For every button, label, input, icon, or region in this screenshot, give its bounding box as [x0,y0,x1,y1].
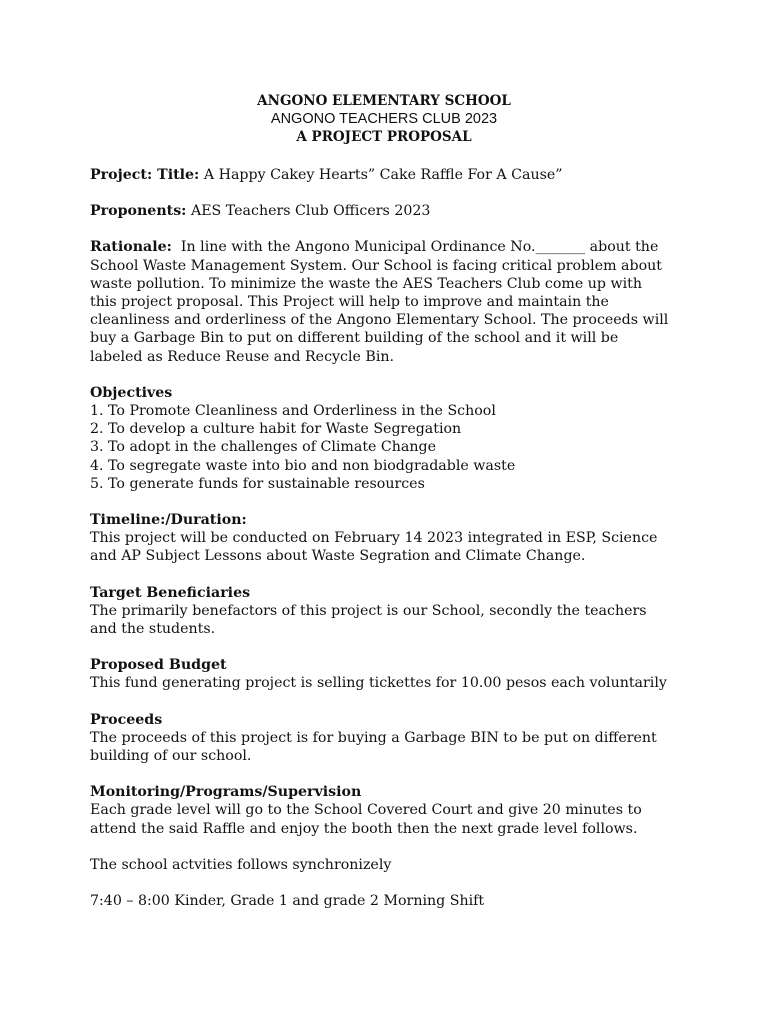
budget-line: This fund generating project is selling tickettes for 10.00 pesos each voluntarily [90,675,667,692]
beneficiaries-heading: Target Beneficiaries [90,584,251,601]
objectives-heading: Objectives [90,384,173,401]
budget-section [90,656,690,692]
rationale-line: labeled as Reduce Reuse and Recycle Bin. [90,348,395,365]
rationale-line: Rationale: In line with the Angono Municipal Ordinance No._______ about the [90,239,659,256]
monitoring-line: Each grade level will go to the School Covered Court and give 20 minutes to [90,802,642,819]
proponents-label: Proponents: [90,203,187,220]
objective-item: 5. To generate funds for sustainable resources [90,475,425,492]
document-type: A PROJECT PROPOSAL [296,129,472,145]
beneficiaries-line: The primarily benefactors of this project is our School, secondly the teachers [90,602,647,619]
club-name: ANGONO TEACHERS CLUB 2023 [270,111,498,127]
objective-item: 4. To segregate waste into bio and non biodgradable waste [90,457,516,474]
objective-item: 1. To Promote Cleanliness and Orderliness in the School [90,403,496,420]
rationale-line: cleanliness and orderliness of the Angono Elementary School. The proceeds will [90,312,669,329]
objectives-section [90,384,690,493]
rationale-line: waste pollution. To minimize the waste the AES Teachers Club come up with [90,275,643,292]
timeline-heading: Timeline:/Duration: [90,512,247,529]
school-name: ANGONO ELEMENTARY SCHOOL [257,93,511,109]
monitoring-heading: Monitoring/Programs/Supervision [90,784,362,801]
proponents-value: AES Teachers Club Officers 2023 [190,203,431,220]
objective-item: 3. To adopt in the challenges of Climate Change [90,439,436,456]
proponents-line [90,202,690,220]
schedule-line: 7:40 – 8:00 Kinder, Grade 1 and grade 2 Morning Shift [90,893,485,910]
rationale-label: Rationale: [90,239,172,256]
objective-item: 2. To develop a culture habit for Waste Segregation [90,421,462,438]
rationale-section [90,238,690,365]
budget-heading: Proposed Budget [90,657,227,674]
sync-note: The school actvities follows synchronizely [90,856,392,873]
timeline-section [90,511,690,566]
proceeds-line: building of our school. [90,748,252,765]
project-title-label: Project: Title: [90,167,200,183]
beneficiaries-line: and the students. [90,621,216,638]
timeline-line: This project will be conducted on February 14 2023 integrated in ESP, Science [90,530,658,547]
proceeds-line: The proceeds of this project is for buying a Garbage BIN to be put on different [90,729,657,746]
proceeds-heading: Proceeds [90,711,163,728]
beneficiaries-section [90,584,690,639]
document-body [90,166,690,910]
project-title-value: A Happy Cakey Hearts” Cake Raffle For A Cause” [203,167,563,183]
rationale-line: this project proposal. This Project will help to improve and maintain the [90,294,609,311]
timeline-line: and AP Subject Lessons about Waste Segration and Climate Change. [90,548,586,565]
rationale-line: buy a Garbage Bin to put on different building of the school and it will be [90,330,619,347]
rationale-line: School Waste Management System. Our School is facing critical problem about [90,257,662,274]
project-title-line [90,166,690,184]
monitoring-line: attend the said Raffle and enjoy the booth then the next grade level follows. [90,820,638,837]
monitoring-section [90,783,690,838]
proceeds-section [90,711,690,766]
